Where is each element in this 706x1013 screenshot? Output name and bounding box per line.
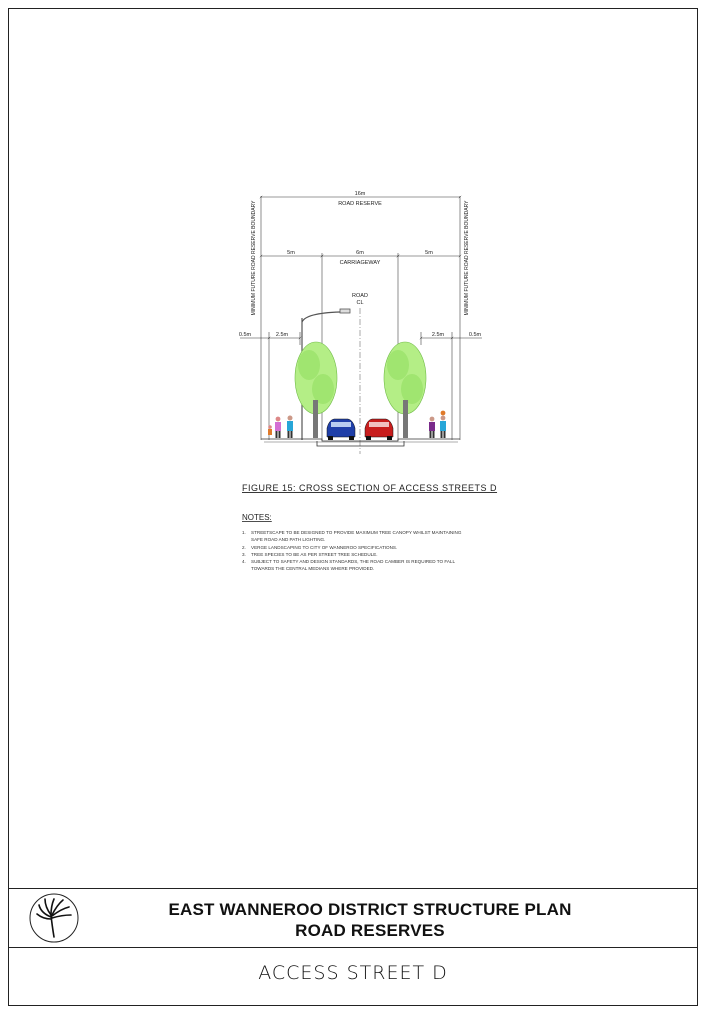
title-line-1: EAST WANNEROO DISTRICT STRUCTURE PLAN	[168, 900, 572, 919]
carriageway-dimension: 6m	[356, 250, 364, 256]
road-centreline-sub: CL	[356, 300, 364, 306]
reserve-label: ROAD RESERVE	[338, 201, 382, 207]
offset-right-dimension: 0.5m	[468, 332, 482, 338]
title-block-divider-middle	[8, 947, 698, 948]
offset-left-dimension: 0.5m	[238, 332, 252, 338]
note-3-number: 3.	[242, 552, 246, 557]
note-1-line-2: SAFE ROAD AND PATH LIGHTING.	[251, 537, 326, 542]
reserve-dimension: 16m	[354, 191, 366, 197]
car-blue-icon	[327, 419, 355, 440]
carriageway-label: CARRIAGEWAY	[339, 260, 381, 266]
note-3-line-1: TREE SPECIES TO BE AS PER STREET TREE SCHEDULE.	[251, 552, 378, 557]
note-4-number: 4.	[242, 559, 246, 564]
notes-heading: NOTES:	[242, 513, 272, 522]
boundary-label-right: MINIMUM FUTURE ROAD RESERVE BOUNDARY	[464, 200, 470, 316]
ground-profile	[261, 439, 460, 446]
city-logo-icon	[29, 893, 79, 943]
note-2-number: 2.	[242, 545, 246, 550]
pedestrians-right-icon	[429, 411, 446, 438]
note-1-number: 1.	[242, 530, 246, 535]
verge-right-dimension: 5m	[425, 250, 433, 256]
drawing-subtitle: ACCESS STREET D	[258, 962, 448, 984]
path-left-dimension: 2.5m	[275, 332, 289, 338]
note-4-line-1: SUBJECT TO SAFETY AND DESIGN STANDARDS, THE ROAD CAMBER IS REQUIRED TO FALL	[251, 559, 456, 564]
dimension-lines	[240, 197, 482, 338]
path-right-dimension: 2.5m	[431, 332, 445, 338]
note-2-line-1: VERGE LANDSCAPING TO CITY OF WANNEROO SPECIFICATIONS.	[251, 545, 398, 550]
note-4-line-2: TOWARDS THE CENTRAL MEDIANS WHERE PROVIDED.	[251, 566, 375, 571]
notes-list	[242, 530, 462, 571]
title-block-divider-top	[8, 888, 698, 889]
car-red-icon	[365, 419, 393, 440]
figure-caption: FIGURE 15: CROSS SECTION OF ACCESS STREETS D	[242, 483, 498, 493]
boundary-label-left: MINIMUM FUTURE ROAD RESERVE BOUNDARY	[251, 200, 257, 316]
road-centreline-label: ROAD	[352, 293, 368, 299]
note-1-line-1: STREETSCAPE TO BE DESIGNED TO PROVIDE MAXIMUM TREE CANOPY WHILST MAINTAINING	[251, 530, 462, 535]
pedestrians-left-icon	[268, 416, 293, 439]
boundary-lines	[261, 196, 460, 440]
verge-left-dimension: 5m	[287, 250, 295, 256]
title-line-2: ROAD RESERVES	[295, 921, 445, 940]
